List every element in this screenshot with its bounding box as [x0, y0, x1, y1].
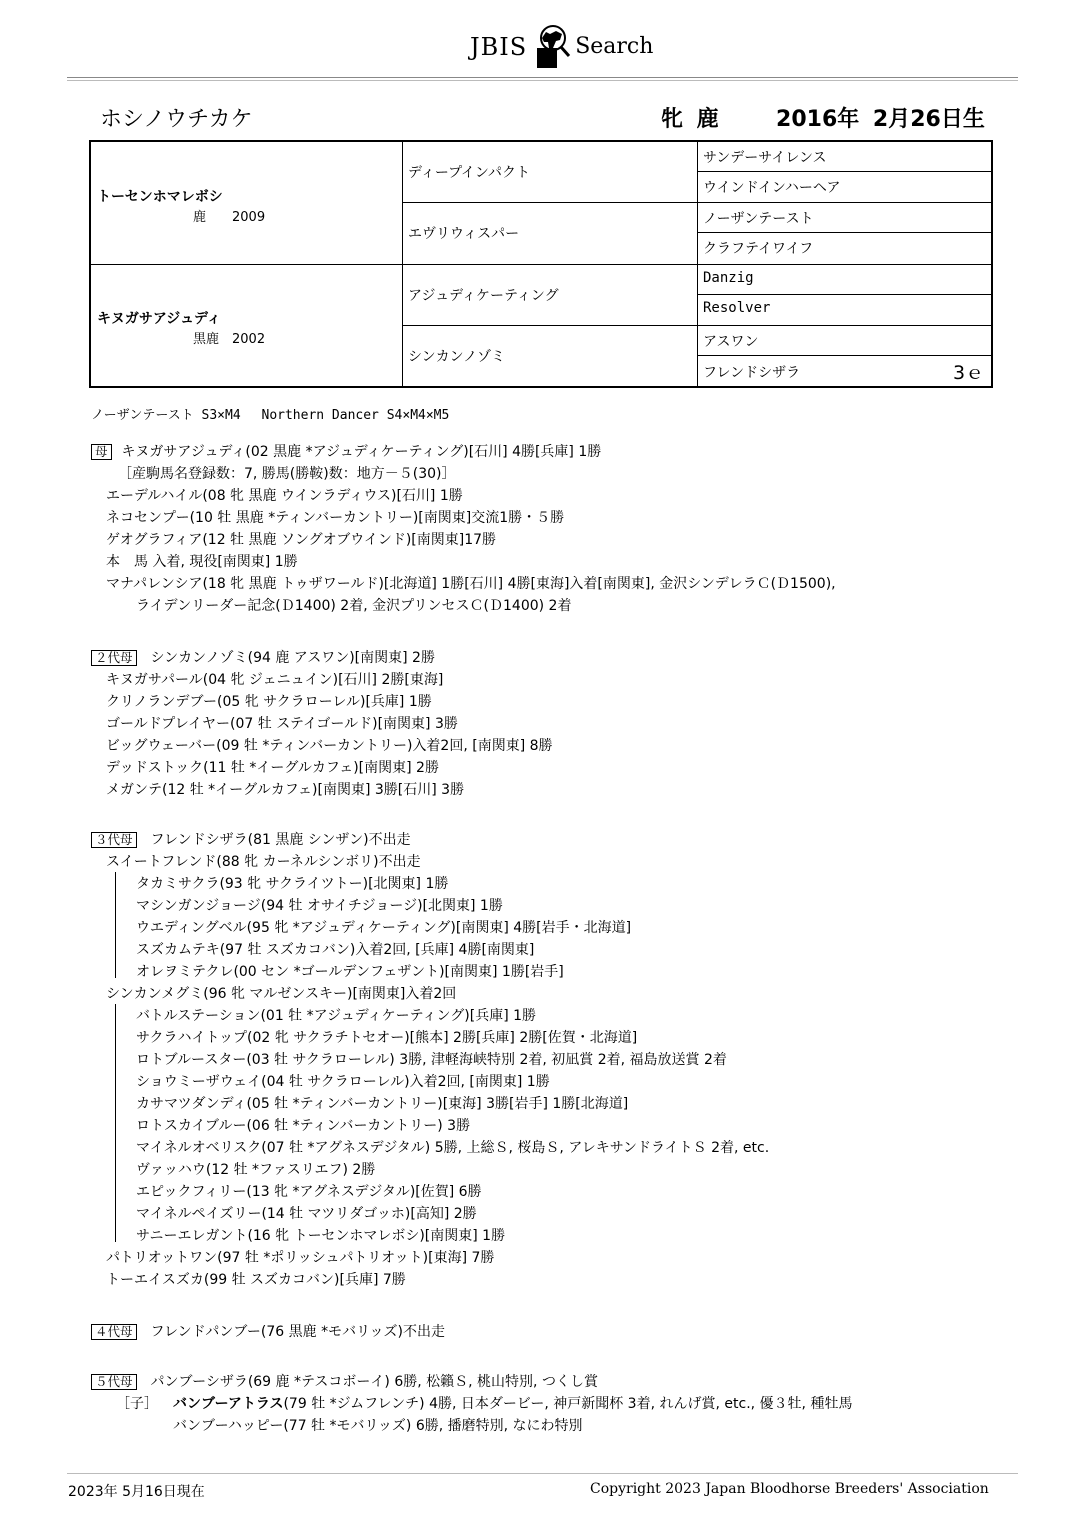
produce-row: キヌガサパール(04 牝 ジェニュイン)[石川] 2勝[東海]	[106, 672, 444, 688]
produce-row: サニーエレガント(16 牝 トーセンホマレボシ)[南関東] 1勝	[136, 1228, 506, 1244]
dam-produce-summary: ［産駒馬名登録数：7, 勝馬(勝鞍)数：地方－５(30)］	[118, 466, 456, 482]
sire-name: トーセンホマレボシ	[97, 189, 223, 205]
pedigree-dam[interactable]	[97, 308, 265, 347]
dam-line: キヌガサアジュディ(02 黒鹿 *アジュディケーティング)[石川] 4勝[兵庫] 1勝	[121, 444, 602, 460]
pedigree-gen2-sire-sire[interactable]: ディープインパクト	[408, 165, 530, 181]
produce-row: サクラハイトップ(02 牝 サクラチトセオー)[熊本] 2勝[兵庫] 2勝[佐賀・北海道]	[136, 1030, 638, 1046]
produce-row: シンカンメグミ(96 牝 マルゼンスキー)[南関東]入着2回	[106, 986, 457, 1002]
header-rule-2	[67, 80, 1018, 81]
produce-row: パトリオットワン(97 牡 *ポリッシュパトリオット)[東海] 7勝	[106, 1250, 495, 1266]
produce-row: トーエイスズカ(99 牡 スズカコバン)[兵庫] 7勝	[106, 1272, 406, 1288]
footer-rule	[67, 1473, 1018, 1474]
section-tag-3: ３代母	[91, 832, 137, 848]
pedigree-gen3-5[interactable]: Danzig	[703, 270, 754, 286]
fifth-dam-section-header	[91, 1371, 598, 1391]
produce-row: ショウミーザウェイ(04 牡 サクラローレル)入着2回, [南関東] 1勝	[136, 1074, 550, 1090]
children-label: ［子］	[116, 1396, 158, 1412]
produce-row: ネコセンプー(10 牡 黒鹿 *ティンバーカントリー)[南関東]交流1勝・５勝	[106, 510, 565, 526]
tree-connector	[115, 1004, 116, 1242]
fifth-dam-line: パンブーシザラ(69 鹿 *テスコボーイ) 6勝, 松籟Ｓ, 桃山特別, つくし賞	[150, 1374, 598, 1390]
produce-row: クリノランデブー(05 牝 サクラローレル)[兵庫] 1勝	[106, 694, 432, 710]
produce-row-notable	[173, 1393, 852, 1413]
produce-row-continued: ライデンリーダー記念(Ｄ1400) 2着, 金沢プリンセスＣ(Ｄ1400) 2着	[136, 598, 572, 614]
sire-color-year: 鹿 2009	[193, 210, 266, 225]
pedigree-gen3-7[interactable]: アスワン	[703, 334, 759, 350]
produce-row: ビッグウェーバー(09 牡 *ティンバーカントリー)入着2回, [南関東] 8勝	[106, 738, 553, 754]
section-tag-2: ２代母	[91, 650, 137, 666]
pedigree-gen3-6[interactable]: Resolver	[703, 300, 771, 316]
inbreeding-line: ノーザンテースト S3×M4 Northern Dancer S4×M4×M5	[91, 408, 450, 423]
produce-row: ロトスカイブルー(06 牡 *ティンバーカントリー) 3勝	[136, 1118, 471, 1134]
horse-magnifier-icon	[529, 22, 573, 72]
dam-section-header	[91, 441, 601, 461]
produce-row: エピックフィリー(13 牝 *アグネスデジタル)[佐賀] 6勝	[136, 1184, 482, 1200]
pedigree-gen3-2[interactable]: ウインドインハーヘア	[703, 180, 841, 196]
horse-name: ホシノウチカケ	[100, 107, 253, 132]
produce-row: ゴールドプレイヤー(07 牡 ステイゴールド)[南関東] 3勝	[106, 716, 458, 732]
notable-horse-name: バンブーアトラス	[173, 1396, 284, 1412]
tree-connector	[115, 872, 116, 978]
family-number: 3ｅ	[953, 362, 985, 384]
pedigree-gen2-dam-sire[interactable]: アジュディケーティング	[408, 288, 559, 304]
dam-color-year: 黒鹿 2002	[193, 332, 266, 347]
dam-name: キヌガサアジュディ	[97, 311, 221, 327]
header	[0, 0, 1083, 82]
footer-date: 2023年 5月16日現在	[68, 1484, 205, 1500]
produce-row: エーデルハイル(08 牝 黒鹿 ウインラディウス)[石川] 1勝	[106, 488, 463, 504]
produce-row: バンブーハッピー(77 牡 *モバリッズ) 6勝, 播磨特別, なにわ特別	[173, 1418, 583, 1434]
produce-row: マシンガンジョージ(94 牡 オサイチジョージ)[北関東] 1勝	[136, 898, 503, 914]
produce-row: マナパレンシア(18 牝 黒鹿 トゥザワールド)[北海道] 1勝[石川] 4勝[東海]入着[南関東], 金沢シンデレラＣ(Ｄ1500),	[106, 576, 836, 592]
produce-row: カサマツダンディ(05 牡 *ティンバーカントリー)[東海] 3勝[岩手] 1勝[北海道]	[136, 1096, 629, 1112]
produce-row: マイネルオベリスク(07 牡 *アグネスデジタル) 5勝, 上総Ｓ, 桜島Ｓ, アレキサンドライトＳ 2着, etc.	[136, 1140, 770, 1156]
produce-row: 本 馬 入着, 現役[南関東] 1勝	[106, 554, 298, 570]
third-dam-section-header	[91, 829, 411, 849]
produce-row: マイネルペイズリー(14 牡 マツリダゴッホ)[高知] 2勝	[136, 1206, 477, 1222]
granddam-section-header	[91, 647, 435, 667]
pedigree-table	[89, 140, 993, 388]
pedigree-gen3-8[interactable]: フレンドシザラ	[703, 365, 801, 381]
produce-row: ヴァッハウ(12 牡 *ファスリエフ) 2勝	[136, 1162, 376, 1178]
pedigree-sire[interactable]	[97, 186, 265, 225]
notable-horse-record: (79 牡 *ジムフレンチ) 4勝, 日本ダービー, 神戸新聞杯 3着, れんげ賞, etc., 優３牡, 種牡馬	[283, 1396, 853, 1412]
produce-row: バトルステーション(01 牡 *アジュディケーティング)[兵庫] 1勝	[136, 1008, 537, 1024]
pedigree-gen2-dam-dam[interactable]: シンカンノゾミ	[408, 349, 506, 365]
pedigree-gen3-3[interactable]: ノーザンテースト	[703, 211, 814, 227]
produce-row: メガンテ(12 牡 *イーグルカフェ)[南関東] 3勝[石川] 3勝	[106, 782, 465, 798]
granddam-line: シンカンノゾミ(94 鹿 アスワン)[南関東] 2勝	[150, 650, 435, 666]
third-dam-line: フレンドシザラ(81 黒鹿 シンザン)不出走	[150, 832, 411, 848]
produce-row: スイートフレンド(88 牝 カーネルシンボリ)不出走	[106, 854, 421, 870]
footer-copyright: Copyright 2023 Japan Bloodhorse Breeders' Association	[590, 1481, 989, 1497]
produce-row: デッドストック(11 牡 *イーグルカフェ)[南関東] 2勝	[106, 760, 439, 776]
jbis-search-logo[interactable]	[470, 22, 653, 72]
pedigree-gen3-1[interactable]: サンデーサイレンス	[703, 150, 827, 166]
section-tag-dam: 母	[91, 444, 112, 460]
logo-text-jbis: JBIS	[470, 33, 528, 61]
horse-sex-color: 牝 鹿	[661, 107, 719, 132]
produce-row: ロトブルースター(03 牡 サクラローレル) 3勝, 津軽海峡特別 2着, 初凪賞 2着, 福島放送賞 2着	[136, 1052, 727, 1068]
produce-row: オレヲミテクレ(00 セン *ゴールデンフェザント)[南関東] 1勝[岩手]	[136, 964, 564, 980]
pedigree-gen3-4[interactable]: クラフテイワイフ	[703, 241, 814, 257]
section-tag-5: ５代母	[91, 1374, 137, 1390]
pedigree-gen2-sire-dam[interactable]: エヴリウィスパー	[408, 226, 520, 242]
section-tag-4: ４代母	[91, 1324, 137, 1340]
produce-row: ゲオグラフィア(12 牡 黒鹿 ソングオブウインド)[南関東]17勝	[106, 532, 497, 548]
horse-birth-date: 2016年 2月26日生	[776, 107, 985, 132]
fourth-dam-line: フレンドパンブー(76 黒鹿 *モバリッズ)不出走	[150, 1324, 445, 1340]
logo-text-search: Search	[575, 34, 654, 59]
horse-sex-color-birth	[661, 102, 985, 133]
produce-row: ウエディングベル(95 牝 *アジュディケーティング)[南関東] 4勝[岩手・北海道]	[136, 920, 632, 936]
fourth-dam-section-header	[91, 1321, 445, 1341]
header-rule	[67, 77, 1018, 78]
produce-row: タカミサクラ(93 牝 サクライツトー)[北関東] 1勝	[136, 876, 449, 892]
produce-row: スズカムテキ(97 牡 スズカコバン)入着2回, [兵庫] 4勝[南関東]	[136, 942, 535, 958]
